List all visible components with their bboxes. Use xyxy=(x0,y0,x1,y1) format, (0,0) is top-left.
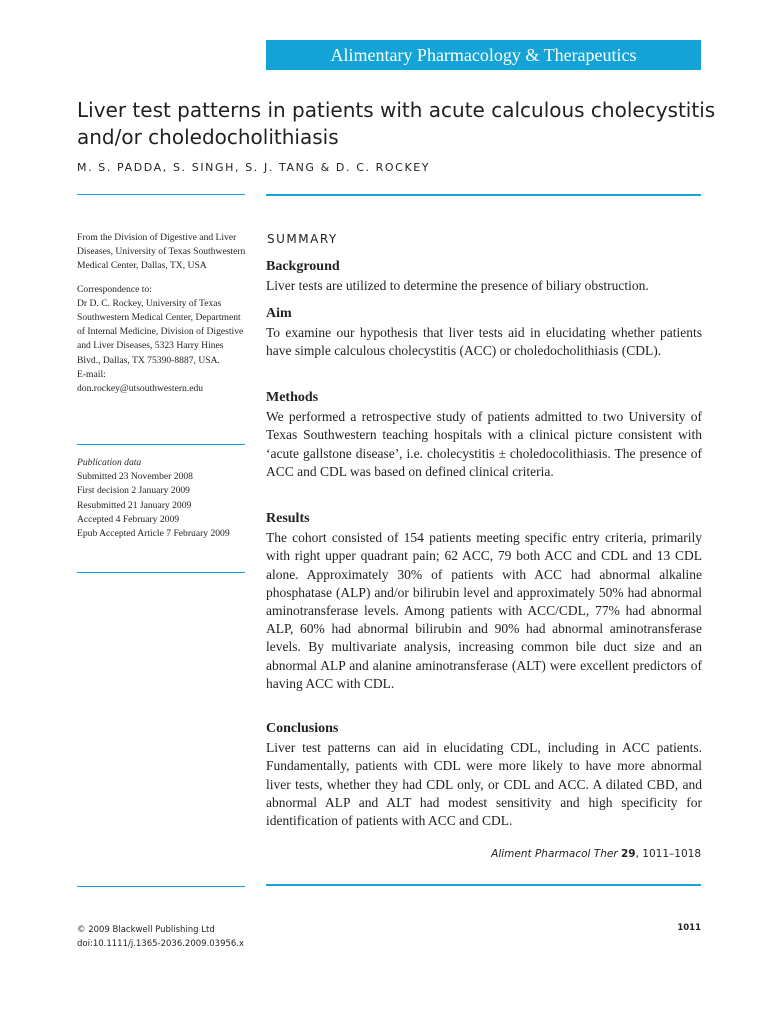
article-title: Liver test patterns in patients with acute calculous cholecystitis and/or choledocholithiasis xyxy=(77,98,716,149)
summary-heading: SUMMARY xyxy=(267,232,338,246)
epub-date: Epub Accepted Article 7 February 2009 xyxy=(77,528,230,540)
journal-banner xyxy=(266,40,701,70)
sidebar-divider-footer xyxy=(77,886,245,887)
summary-section-background xyxy=(266,258,702,295)
section-heading: Aim xyxy=(266,306,292,321)
page-range: , 1011–1018 xyxy=(635,848,701,860)
journal-name: Alimentary Pharmacology & Therapeutics xyxy=(330,44,637,65)
first-decision-date: First decision 2 January 2009 xyxy=(77,485,190,497)
accepted-date: Accepted 4 February 2009 xyxy=(77,513,180,525)
section-body: To examine our hypothesis that liver tests aid in elucidating whether patients have simple calculous cholecystitis (ACC) or choledocholithiasis (CDL). xyxy=(266,325,702,359)
doi-text: doi:10.1111/j.1365-2036.2009.03956.x xyxy=(77,939,245,949)
footer-info xyxy=(77,923,244,951)
sidebar-divider-middle xyxy=(77,444,245,445)
correspondence-text: Dr D. C. Rockey, University of Texas Southwestern Medical Center, Department of Internal Medicine, Division of Digestive and Liver Diseases, 5323 Harry Hines Blvd., Dallas, TX 75390-8887, USA. xyxy=(77,297,244,366)
volume-number: 29 xyxy=(621,848,636,860)
copyright-text: © 2009 Blackwell Publishing Ltd xyxy=(77,925,215,935)
section-heading: Results xyxy=(266,511,310,526)
email-link[interactable]: don.rockey@utsouthwestern.edu xyxy=(77,383,204,395)
publication-data-label: Publication data xyxy=(77,457,142,468)
sidebar-divider-top xyxy=(77,194,245,195)
main-divider-footer xyxy=(266,884,701,886)
journal-citation xyxy=(491,848,701,860)
correspondence-label: Correspondence to: xyxy=(77,283,152,295)
email-label: E-mail: xyxy=(77,368,106,380)
section-body: Liver test patterns can aid in elucidating CDL, including in ACC patients. Fundamentally, patients with CDL were more likely to have more abnormal liver tests, whether they had CDL only, or CDL and ACC. A dilated CBD, and abnormal ALP and ALT had modest sensitivity and high specificity for identification of patients with ACC and CDL. xyxy=(266,740,702,829)
section-body: The cohort consisted of 154 patients meeting specific entry criteria, primarily with right upper quadrant pain; 62 ACC, 79 both ACC and CDL and 13 CDL alone. Approximately 30% of patients with ACC had abnormal alkaline phosphatase (ALP) and/or bilirubin level and approximately 50% had abnormal aminotransferase levels. Among patients with ACC/CDL, 77% had abnormal ALP, 60% had abnormal bilirubin and 90% had abnormal aminotransferase levels. By multivariate analysis, increasing common bile duct size and an abnormal ALP and alanine aminotransferase (ALT) were excellent predictors of having ACC with CDL. xyxy=(266,530,702,691)
author-list: M. S. PADDA, S. SINGH, S. J. TANG & D. C. ROCKEY xyxy=(77,161,431,174)
summary-section-aim xyxy=(266,305,702,361)
summary-section-methods xyxy=(266,389,702,481)
resubmitted-date: Resubmitted 21 January 2009 xyxy=(77,499,192,511)
affiliation-text: From the Division of Digestive and Liver Diseases, University of Texas Southwestern Medical Center, Dallas, TX, USA xyxy=(77,232,246,272)
affiliation-block xyxy=(77,231,247,396)
section-heading: Conclusions xyxy=(266,721,339,736)
section-body: We performed a retrospective study of patients admitted to two University of Texas Southwestern teaching hospitals with a clinical picture consistent with ‘acute gallstone disease’, i.e. cholecystitis ± choledocolithiasis. The presence of ACC and CDL was based on defined clinical criteria. xyxy=(266,409,702,479)
main-divider-top xyxy=(266,194,701,196)
publication-data-block xyxy=(77,456,247,541)
page-number: 1011 xyxy=(677,923,701,933)
section-heading: Background xyxy=(266,259,340,274)
journal-abbreviation: Aliment Pharmacol Ther xyxy=(491,848,618,860)
summary-section-results xyxy=(266,510,702,693)
section-heading: Methods xyxy=(266,390,319,405)
sidebar-divider-bottom xyxy=(77,572,245,573)
submitted-date: Submitted 23 November 2008 xyxy=(77,471,193,483)
section-body: Liver tests are utilized to determine the presence of biliary obstruction. xyxy=(266,278,649,294)
summary-section-conclusions xyxy=(266,720,702,830)
